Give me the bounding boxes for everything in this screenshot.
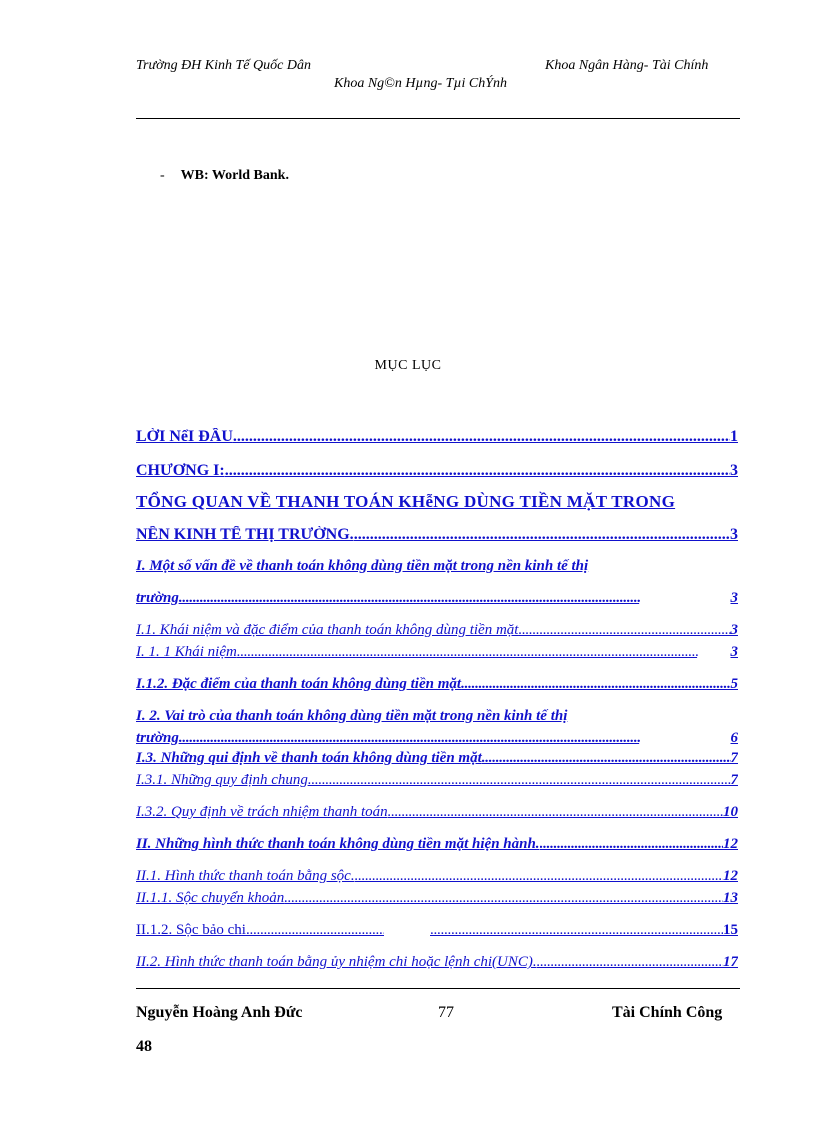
toc-entry-loi-noi-dau[interactable]: LỜI NểI ĐẦU . . . 1	[136, 428, 738, 446]
toc-entry-1-2[interactable]: I. 2. Vai trò của thanh toán không dùng tiền mặt trong nền kinh tế thị	[136, 708, 568, 724]
footer-page-number: 77	[438, 1004, 454, 1021]
toc-entry-2-2[interactable]: II.2. Hình thức thanh toán bằng ủy nhiệm chi hoặc lệnh chi(UNC). . . . 17	[136, 954, 738, 971]
toc-entry-1-3-1[interactable]: I.3.1. Những quy định chung . . . 7	[136, 772, 738, 789]
toc-entry-1-3-2[interactable]: I.3.2. Quy định về trách nhiệm thanh toán . . . 10	[136, 804, 738, 821]
toc-entry-chuong-1[interactable]: CHƯƠNG I: . . . 3	[136, 462, 738, 480]
toc-entry-2-1-1[interactable]: II.1.1. Sộc chuyển khoản . . . 13	[136, 890, 738, 907]
footer-author: Nguyễn Hoàng Anh Đức	[136, 1004, 303, 1021]
toc-entry-2-1-2[interactable]: II.1.2. Sộc bảo chi . . . . . . 15	[136, 922, 738, 939]
header-faculty: Khoa Ngân Hàng- Tài Chính	[545, 58, 709, 73]
toc-title: MỤC LỤC	[374, 358, 442, 373]
toc-entry-1-1-1[interactable]: I. 1. 1 Khái niệm . . . 3	[136, 644, 738, 661]
abbreviation-item	[160, 168, 289, 184]
toc-entry-nen-kinh-te[interactable]: NỀN KINH TẾ THỊ TRƯỜNG. . . . 3	[136, 526, 738, 544]
toc-entry-1-3[interactable]: I.3. Những qui định về thanh toán không dùng tiền mặt . . . 7	[136, 750, 738, 767]
header-faculty-garbled: Khoa Ng©n Hµng- Tµi ChÝnh	[334, 76, 508, 91]
toc-entry-2-1[interactable]: II.1. Hình thức thanh toán bằng sộc. . . . 12	[136, 868, 738, 885]
toc-entry-1-2-cont[interactable]: trường . . . 6	[136, 730, 738, 747]
toc-entry-1-1-2[interactable]: I.1.2. Đặc điểm của thanh toán không dùng tiền mặt . . . 5	[136, 676, 738, 693]
toc-entry-1-1[interactable]: I.1. Khái niệm và đặc điểm của thanh toán không dùng tiền mặt . . . 3	[136, 622, 738, 639]
abbreviation-text: WB: World Bank.	[180, 168, 289, 183]
toc-entry-section-1[interactable]: I. Một số vấn đề về thanh toán không dùng tiền mặt trong nền kinh tế thị	[136, 558, 589, 574]
toc-entry-section-1-cont[interactable]: trường . . . 3	[136, 590, 738, 607]
footer-department: Tài Chính Công	[612, 1004, 723, 1021]
list-dash: -	[160, 168, 165, 183]
footer-divider	[136, 988, 740, 989]
header-university: Trường ĐH Kinh Tế Quốc Dân	[136, 58, 311, 73]
toc-entry-tong-quan[interactable]: TỔNG QUAN VỀ THANH TOÁN KHễNG DÙNG TIỀN MẶT TRONG	[136, 492, 676, 511]
toc-entry-2[interactable]: II. Những hình thức thanh toán không dùng tiền mặt hiện hành. . . . 12	[136, 836, 738, 853]
footer-class-number: 48	[136, 1038, 152, 1055]
header-divider	[136, 118, 740, 119]
